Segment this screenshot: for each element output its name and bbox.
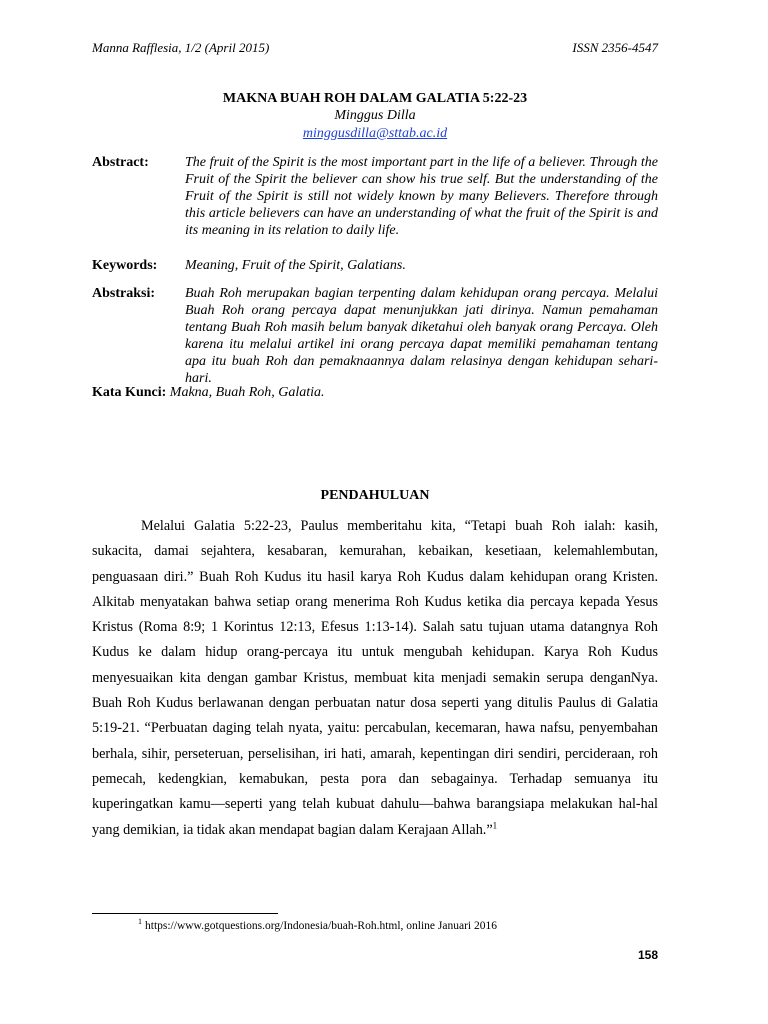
- body-text: [92, 514, 658, 843]
- abstract-block: [92, 154, 658, 239]
- abstract-text: The fruit of the Spirit is the most important part in the life of a believer. Through the Fruit of the Spirit the believer can show his true self. But the understanding of the Fruit of the Spirit is still not widely known by many Believers. Therefore through this article believers can have an understanding of what the fruit of the Spirit is and its meaning in its relation to daily life.: [185, 155, 658, 238]
- keywords-text: Meaning, Fruit of the Spirit, Galatians.: [185, 258, 406, 273]
- paper-title: MAKNA BUAH ROH DALAM GALATIA 5:22-23: [222, 91, 528, 106]
- issn-header: ISSN 2356-4547: [572, 40, 658, 55]
- abstraksi-block: [92, 285, 658, 387]
- abstract-label: Abstract:: [92, 155, 149, 170]
- section-heading: PENDAHULUAN: [320, 488, 430, 503]
- abstraksi-text: Buah Roh merupakan bagian terpenting dalam kehidupan orang percaya. Melalui Buah Roh orang percaya dapat menunjukkan jati dirinya. Namun pemahaman tentang Buah Roh masih belum banyak diketahui oleh banyak orang Percaya. Oleh karena itu melalui artikel ini orang percaya dapat memiliki pemahaman tentang apa itu buah Roh dan pemaknaannya dalam relasinya dengan kehidupan sehari-hari.: [185, 286, 658, 386]
- keywords-block: [92, 257, 658, 274]
- kata-kunci-text: Makna, Buah Roh, Galatia.: [169, 385, 325, 400]
- title-block: [92, 90, 658, 142]
- author-email-link[interactable]: minggusdilla@sttab.ac.id: [302, 126, 448, 141]
- footnote-reference[interactable]: 1: [492, 819, 498, 830]
- footnote-marker: 1: [138, 917, 142, 927]
- footnote: [138, 917, 497, 932]
- kata-kunci-label: Kata Kunci:: [92, 385, 167, 400]
- kata-kunci-block: [92, 385, 325, 401]
- keywords-label: Keywords:: [92, 258, 158, 273]
- footnote-divider: [92, 913, 278, 914]
- page-number: 158: [637, 948, 658, 962]
- author-name: Minggus Dilla: [334, 108, 416, 123]
- body-paragraph: Melalui Galatia 5:22-23, Paulus memberitahu kita, “Tetapi buah Roh ialah: kasih, sukacita, damai sejahtera, kesabaran, kemurahan, kebaikan, kesetiaan, kelemahlembutan, penguasaan diri.” Buah Roh Kudus itu hasil karya Roh Kudus dalam kehidupan orang Kristen. Alkitab menyatakan bahwa setiap orang menerima Roh Kudus ketika dia percaya kepada Yesus Kristus (Roma 8:9; 1 Korintus 12:13, Efesus 1:13-14). Salah satu tujuan utama datangnya Roh Kudus ke dalam hidup orang-percaya itu untuk mengubah kehidupan. Karya Roh Kudus menyesuaikan kita dengan gambar Kristus, membuat kita menjadi semakin serupa denganNya. Buah Roh Kudus berlawanan dengan perbuatan natur dosa seperti yang ditulis Paulus di Galatia 5:19-21. “Perbuatan daging telah nyata, yaitu: percabulan, kecemaran, hawa nafsu, penyembahan berhala, sihir, perseteruan, perselisihan, iri hati, amarah, kepentingan diri sendiri, percideraan, roh pemecah, kedengkian, kemabukan, pesta pora dan sebagainya. Terhadap semuanya itu kuperingatkan kamu—seperti yang telah kubuat dahulu—bahwa barangsiapa melakukan hal-hal yang demikian, ia tidak akan mendapat bagian dalam Kerajaan Allah.”: [92, 518, 658, 838]
- journal-header: Manna Rafflesia, 1/2 (April 2015): [92, 40, 270, 55]
- footnote-url[interactable]: https://www.gotquestions.org/Indonesia/buah-Roh.html, online Januari 2016: [145, 920, 497, 932]
- abstraksi-label: Abstraksi:: [92, 286, 156, 301]
